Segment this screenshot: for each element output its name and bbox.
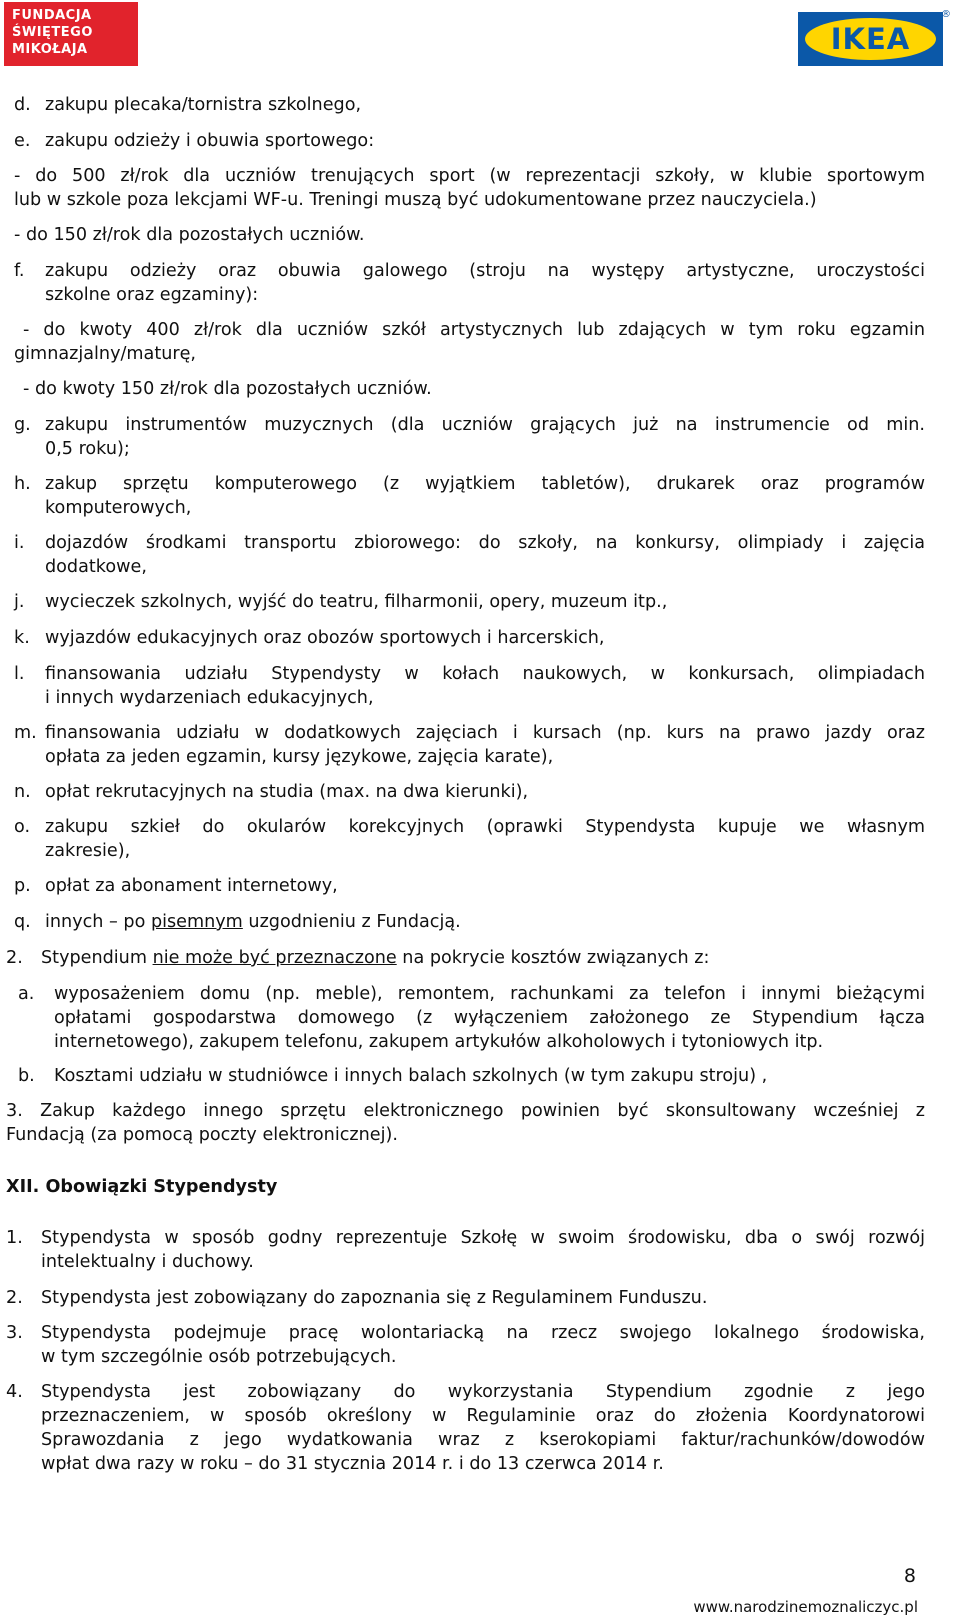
list-marker: d. <box>14 95 31 115</box>
text-run: innych – po <box>45 912 151 932</box>
text-line: Sprawozdania z jego wydatkowania wraz z kserokopiami faktur/rachunków/dowodów <box>41 1430 925 1450</box>
section-heading: XII. Obowiązki Stypendysty <box>6 1177 278 1197</box>
list-item-text <box>54 982 925 1054</box>
list-item-text: wycieczek szkolnych, wyjść do teatru, filharmonii, opery, muzeum itp., <box>45 592 668 612</box>
underlined-text: pisemnym <box>150 912 243 932</box>
text-line: finansowania udziału Stypendysty w kołach naukowych, w konkursach, olimpiadach <box>45 664 925 684</box>
text-line: komputerowych, <box>45 498 192 518</box>
text-line: dodatkowe, <box>45 557 147 577</box>
list-item-text: Kosztami udziału w studniówce i innych balach szkolnych (w tym zakupu stroju) , <box>54 1066 768 1086</box>
list-item-text <box>41 946 709 970</box>
list-item-text <box>41 1226 925 1274</box>
text-line: wpłat dwa razy w roku – do 31 stycznia 2014 r. i do 13 czerwca 2014 r. <box>41 1454 664 1474</box>
list-marker: 2. <box>6 1288 23 1308</box>
list-marker: n. <box>14 782 31 802</box>
text-line: zakupu odzieży oraz obuwia galowego (stroju na występy artystyczne, uroczystości <box>45 261 925 281</box>
text-line: - do 500 zł/rok dla uczniów trenujących sport (w reprezentacji szkoły, w klubie sportowym <box>14 166 925 186</box>
list-marker: 2. <box>6 948 23 968</box>
list-marker: h. <box>14 474 31 494</box>
list-item-text <box>41 1321 925 1369</box>
ikea-logo-wordmark: IKEA <box>830 22 911 56</box>
text-line: wyposażeniem domu (np. meble), remontem, rachunkami za telefon i innymi bieżącymi <box>54 984 925 1004</box>
list-item-text <box>45 531 925 579</box>
list-item-text: zakupu plecaka/tornistra szkolnego, <box>45 95 362 115</box>
text-line: 0,5 roku); <box>45 439 130 459</box>
text-line: opłatami gospodarstwa domowego (z wyłączeniem założonego ze Stypendium łącza <box>54 1008 925 1028</box>
list-item-text <box>45 413 925 461</box>
text-line: Stypendysta jest zobowiązany do wykorzystania Stypendium zgodnie z jego <box>41 1382 925 1402</box>
list-marker: e. <box>14 131 31 151</box>
list-item-text <box>45 472 925 520</box>
underlined-text: nie może być przeznaczone <box>152 948 397 968</box>
list-item-text: wyjazdów edukacyjnych oraz obozów sportowych i harcerskich, <box>45 628 605 648</box>
text-line: internetowego), zakupem telefonu, zakupem artykułów alkoholowych i tytoniowych itp. <box>54 1032 824 1052</box>
list-item-text <box>41 1380 925 1476</box>
list-marker: l. <box>14 664 25 684</box>
list-item-text <box>45 721 925 769</box>
list-marker: q. <box>14 912 31 932</box>
list-marker: k. <box>14 628 30 648</box>
text-line: finansowania udziału w dodatkowych zajęciach i kursach (np. kurs na prawo jazdy oraz <box>45 723 925 743</box>
list-marker: a. <box>18 984 35 1004</box>
list-marker: b. <box>18 1066 35 1086</box>
list-marker: o. <box>14 817 31 837</box>
text-line: - do kwoty 150 zł/rok dla pozostałych uczniów. <box>23 379 432 399</box>
ikea-logo <box>798 9 951 66</box>
text-line: zakup sprzętu komputerowego (z wyjątkiem tabletów), drukarek oraz programów <box>45 474 925 494</box>
list-marker: p. <box>14 876 31 896</box>
list-item-text <box>45 910 461 934</box>
fundacja-logo <box>4 2 138 66</box>
text-line: szkolne oraz egzaminy): <box>45 285 259 305</box>
text-run: uzgodnieniu z Fundacją. <box>242 912 461 932</box>
text-run: na pokrycie kosztów związanych z: <box>396 948 710 968</box>
fundacja-logo-line: MIKOŁAJA <box>12 42 88 57</box>
text-line: dojazdów środkami transportu zbiorowego: do szkoły, na konkursy, olimpiady i zajęcia <box>45 533 925 553</box>
list-item-text <box>45 815 925 863</box>
list-item-text: opłat rekrutacyjnych na studia (max. na dwa kierunki), <box>45 782 529 802</box>
text-line: intelektualny i duchowy. <box>41 1252 254 1272</box>
list-marker: m. <box>14 723 37 743</box>
page-number: 8 <box>903 1565 916 1587</box>
list-marker: 4. <box>6 1382 23 1402</box>
list-item-text <box>45 259 925 307</box>
text-line: zakupu instrumentów muzycznych (dla uczniów grających już na instrumencie od min. <box>45 415 925 435</box>
text-run: Stypendium <box>41 948 153 968</box>
list-item-text <box>45 662 925 710</box>
list-marker: j. <box>14 592 25 612</box>
list-item-text: opłat za abonament internetowy, <box>45 876 338 896</box>
text-line: - do kwoty 400 zł/rok dla uczniów szkół artystycznych lub zdających w tym roku egzamin <box>23 320 925 340</box>
footer-url[interactable]: www.narodzinemoznaliczyc.pl <box>693 1598 918 1616</box>
text-line: i innych wydarzeniach edukacyjnych, <box>45 688 374 708</box>
list-marker: i. <box>14 533 25 553</box>
text-line: lub w szkole poza lekcjami WF-u. Treningi muszą być udokumentowane przez nauczyciela.) <box>14 190 817 210</box>
text-line: zakresie), <box>45 841 131 861</box>
paragraph <box>14 318 925 366</box>
text-line: Fundacją (za pomocą poczty elektronicznej). <box>6 1125 398 1145</box>
list-item-text: Stypendysta jest zobowiązany do zapoznania się z Regulaminem Funduszu. <box>41 1288 708 1308</box>
text-line: zakupu szkieł do okularów korekcyjnych (oprawki Stypendysta kupuje we własnym <box>45 817 925 837</box>
text-line: - do 150 zł/rok dla pozostałych uczniów. <box>14 225 365 245</box>
text-line: 3. Zakup każdego innego sprzętu elektronicznego powinien być skonsultowany wcześniej z <box>6 1101 925 1121</box>
paragraph <box>14 164 925 212</box>
paragraph <box>6 1099 925 1147</box>
registered-mark: ® <box>941 9 951 20</box>
text-line: gimnazjalny/maturę, <box>14 344 197 364</box>
list-marker: 3. <box>6 1323 23 1343</box>
list-marker: 1. <box>6 1228 23 1248</box>
list-item-text: zakupu odzieży i obuwia sportowego: <box>45 131 375 151</box>
fundacja-logo-line: FUNDACJA <box>12 8 92 23</box>
list-marker: f. <box>14 261 25 281</box>
text-line: Stypendysta w sposób godny reprezentuje Szkołę w swoim środowisku, dba o swój rozwój <box>41 1228 925 1248</box>
fundacja-logo-line: ŚWIĘTEGO <box>12 25 93 40</box>
text-line: przeznaczeniem, w sposób określony w Regulaminie oraz do złożenia Koordynatorowi <box>41 1406 925 1426</box>
text-line: Stypendysta podejmuje pracę wolontariacką na rzecz swojego lokalnego środowiska, <box>41 1323 925 1343</box>
text-line: opłata za jeden egzamin, kursy językowe, zajęcia karate), <box>45 747 554 767</box>
list-marker: g. <box>14 415 31 435</box>
text-line: w tym szczególnie osób potrzebujących. <box>41 1347 397 1367</box>
